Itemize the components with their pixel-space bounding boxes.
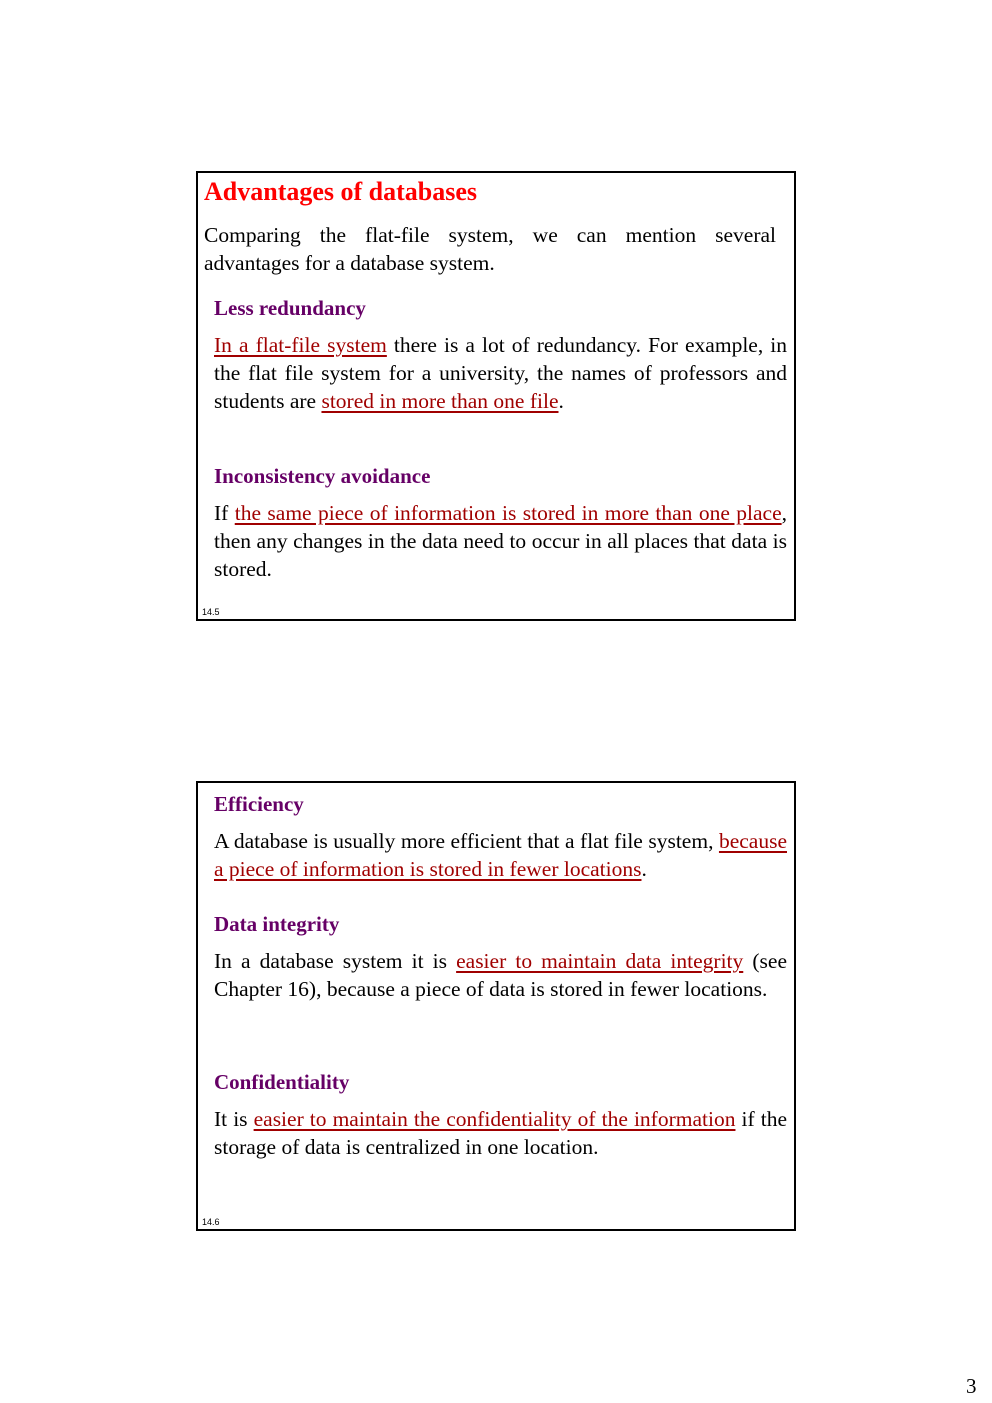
- body-text: (see Chapter 16), because a piece of data is stored in fewer locations.: [214, 949, 787, 1001]
- section-less-redundancy: [214, 295, 787, 415]
- section-body: [214, 947, 787, 1003]
- slide-number: 14.5: [202, 607, 220, 617]
- section-confidentiality: [214, 1069, 787, 1161]
- section-heading: Efficiency: [214, 792, 304, 816]
- highlighted-phrase: easier to maintain data integrity: [456, 949, 744, 973]
- body-text: It is: [214, 1107, 254, 1131]
- slide-intro: Comparing the flat-file system, we can mention several advantages for a database system.: [204, 223, 776, 275]
- section-efficiency: [214, 791, 787, 883]
- body-text: , then any changes in the data need to occur in all places that data is stored.: [214, 501, 787, 581]
- slide-14-6: [196, 781, 796, 1231]
- body-text: .: [558, 389, 564, 413]
- section-body: [214, 331, 787, 415]
- section-heading: Data integrity: [214, 912, 340, 936]
- body-text: there is a lot of redundancy. For example, in the flat file system for a university, the names of professors and students are: [214, 333, 788, 413]
- body-text: A database is usually more efficient that a flat file system,: [214, 829, 719, 853]
- highlighted-phrase: easier to maintain the confidentiality of the information: [253, 1107, 736, 1131]
- section-body: [214, 1105, 787, 1161]
- highlighted-phrase: the same piece of information is stored in more than one place: [234, 501, 782, 525]
- body-text: .: [641, 857, 647, 881]
- section-heading: Less redundancy: [214, 296, 366, 320]
- section-heading: Inconsistency avoidance: [214, 464, 431, 488]
- highlighted-phrase: stored in more than one file: [321, 389, 559, 413]
- section-body: [214, 827, 787, 883]
- body-text: In a database system it is: [214, 949, 457, 973]
- section-heading: Confidentiality: [214, 1070, 350, 1094]
- section-data-integrity: [214, 911, 787, 1003]
- section-inconsistency-avoidance: [214, 463, 787, 583]
- body-text: If: [214, 501, 235, 525]
- page-number: 3: [966, 1374, 977, 1398]
- highlighted-phrase: In a flat-file system: [214, 333, 387, 357]
- section-body: [214, 499, 787, 583]
- body-text: if the storage of data is centralized in one location.: [214, 1107, 787, 1159]
- slide-number: 14.6: [202, 1217, 220, 1227]
- slide-14-5: [196, 171, 796, 621]
- slide-title: Advantages of databases: [204, 177, 478, 206]
- highlighted-phrase: because a piece of information is stored in fewer locations: [214, 829, 787, 881]
